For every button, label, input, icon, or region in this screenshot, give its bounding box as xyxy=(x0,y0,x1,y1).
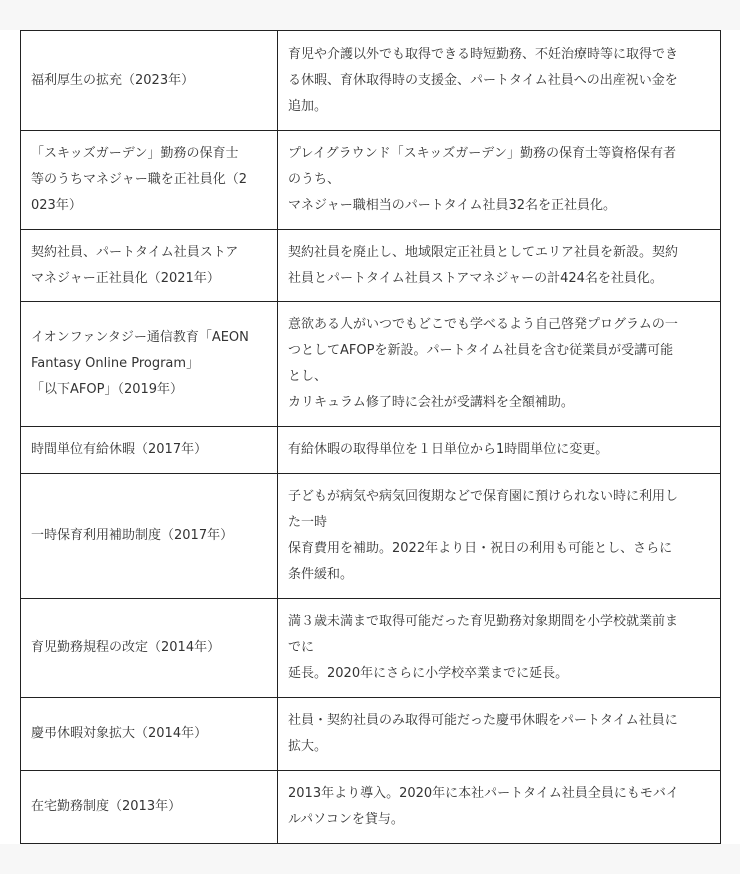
benefit-name-line: 福利厚生の拡充（2023年） xyxy=(31,72,195,88)
benefit-name-cell xyxy=(21,131,278,230)
benefit-detail-line: 2013年より導入。2020年に本社パートタイム社員全員にもモバイ xyxy=(288,786,679,801)
table-row xyxy=(21,302,721,427)
benefit-name-cell xyxy=(21,599,278,698)
benefit-detail-line: 延長。2020年にさらに小学校卒業までに延長。 xyxy=(288,666,569,681)
benefit-name-line: 育児勤務規程の改定（2014年） xyxy=(31,640,221,655)
benefit-detail-cell xyxy=(278,302,721,427)
benefit-detail-line: 有給休暇の取得単位を１日単位から1時間単位に変更。 xyxy=(288,442,609,457)
table-row xyxy=(21,230,721,302)
benefit-name-line: イオンファンタジー通信教育「AEON xyxy=(31,330,249,345)
benefit-name-cell xyxy=(21,427,278,474)
benefit-name-cell xyxy=(21,698,278,771)
benefits-table-body xyxy=(21,31,721,844)
benefit-detail-cell xyxy=(278,427,721,474)
benefit-name-line: 023年） xyxy=(31,198,82,213)
benefit-name-cell xyxy=(21,474,278,599)
benefit-detail-cell xyxy=(278,474,721,599)
benefit-name-line: マネジャー正社員化（2021年） xyxy=(31,270,220,286)
benefit-name-cell xyxy=(21,302,278,427)
benefit-detail-line: た一時 xyxy=(288,515,328,530)
benefit-detail-cell xyxy=(278,698,721,771)
benefit-name-line: 時間単位有給休暇（2017年） xyxy=(31,442,208,457)
benefit-detail-line: 育児や介護以外でも取得できる時短勤務、不妊治療時等に取得でき xyxy=(288,46,679,62)
benefit-detail-line: でに xyxy=(288,640,315,655)
benefit-detail-line: 契約社員を廃止し、地域限定正社員としてエリア社員を新設。契約 xyxy=(288,244,679,260)
benefit-name-line: 契約社員、パートタイム社員ストア xyxy=(31,244,239,260)
benefit-name-line: 等のうちマネジャー職を正社員化（2 xyxy=(31,172,248,187)
benefit-detail-line: ルパソコンを貸与。 xyxy=(288,812,404,827)
benefit-detail-cell xyxy=(278,131,721,230)
benefit-detail-cell xyxy=(278,771,721,844)
table-row xyxy=(21,771,721,844)
benefit-name-cell xyxy=(21,31,278,131)
table-row xyxy=(21,474,721,599)
benefit-detail-line: カリキュラム修了時に会社が受講料を全額補助。 xyxy=(288,395,574,410)
benefit-detail-line: プレイグラウンド「スキッズガーデン」勤務の保育士等資格保有者 xyxy=(288,146,677,161)
benefit-detail-line: 保育費用を補助。2022年より日・祝日の利用も可能とし、さらに xyxy=(288,541,673,556)
benefit-detail-line: 条件緩和。 xyxy=(288,567,354,582)
benefit-name-line: 「以下AFOP」（2019年） xyxy=(31,382,184,397)
benefits-table xyxy=(20,30,721,844)
benefit-detail-line: とし、 xyxy=(288,369,328,384)
benefit-detail-line: 子どもが病気や病気回復期などで保育園に預けられない時に利用し xyxy=(288,489,679,504)
benefit-name-cell xyxy=(21,230,278,302)
table-row xyxy=(21,427,721,474)
benefit-detail-cell xyxy=(278,31,721,131)
benefit-detail-line: る休暇、育休取得時の支援金、パートタイム社員への出産祝い金を xyxy=(288,72,678,88)
benefit-name-line: 在宅勤務制度（2013年） xyxy=(31,799,182,814)
benefit-detail-line: 社員・契約社員のみ取得可能だった慶弔休暇をパートタイム社員に xyxy=(288,713,678,728)
table-row xyxy=(21,599,721,698)
benefit-detail-line: 意欲ある人がいつでもどこでも学べるよう自己啓発プログラムの一 xyxy=(288,317,678,332)
benefit-detail-line: つとしてAFOPを新設。パートタイム社員を含む従業員が受講可能 xyxy=(288,343,674,358)
benefit-detail-line: 満３歳未満まで取得可能だった育児勤務対象期間を小学校就業前ま xyxy=(288,614,679,629)
benefit-detail-line: マネジャー職相当のパートタイム社員32名を正社員化。 xyxy=(288,198,617,213)
benefit-detail-line: 拡大。 xyxy=(288,739,328,754)
benefit-name-line: 慶弔休暇対象拡大（2014年） xyxy=(31,726,208,741)
benefit-detail-cell xyxy=(278,599,721,698)
benefit-detail-cell xyxy=(278,230,721,302)
benefit-detail-line: 社員とパートタイム社員ストアマネジャーの計424名を社員化。 xyxy=(288,270,663,286)
table-row xyxy=(21,31,721,131)
benefit-detail-line: のうち、 xyxy=(288,172,341,187)
table-row xyxy=(21,131,721,230)
table-row xyxy=(21,698,721,771)
benefit-name-line: 一時保育利用補助制度（2017年） xyxy=(31,528,234,543)
benefit-name-cell xyxy=(21,771,278,844)
benefit-name-line: Fantasy Online Program」 xyxy=(31,356,200,371)
benefit-name-line: 「スキッズガーデン」勤務の保育士 xyxy=(31,146,239,161)
benefit-detail-line: 追加。 xyxy=(288,98,328,114)
